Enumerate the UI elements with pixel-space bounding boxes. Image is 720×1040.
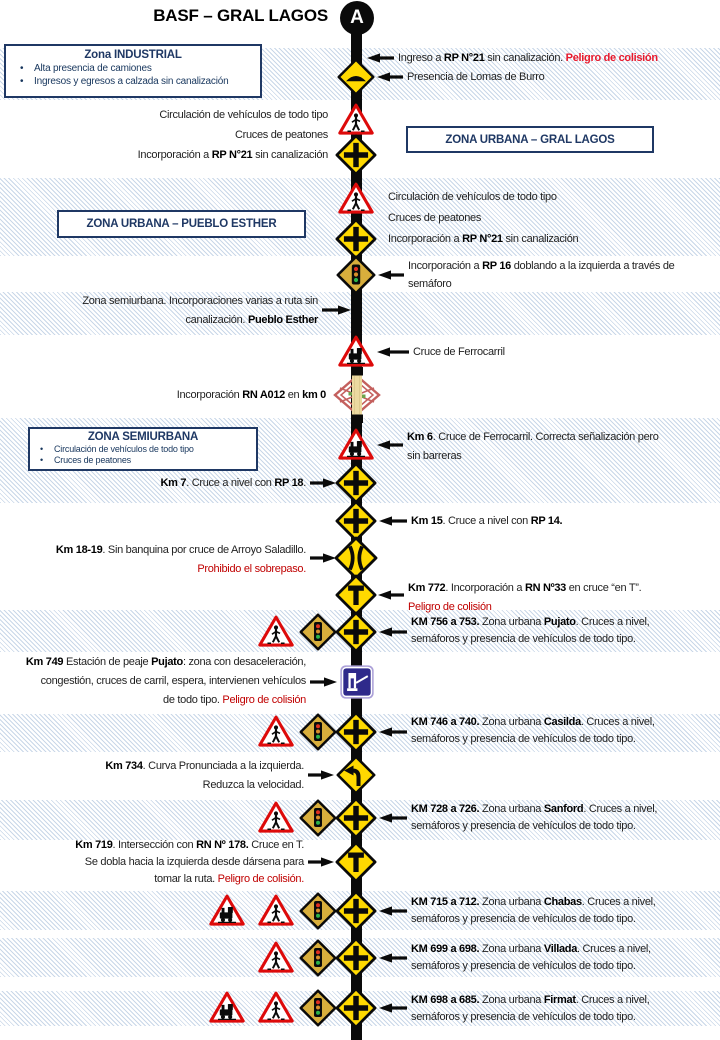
text-segment: RP N°21 — [443, 52, 485, 64]
annotation-line — [56, 541, 306, 560]
pedestrian-crossing-sign-icon — [338, 181, 374, 217]
text-segment: Firmat — [543, 994, 576, 1006]
toll-booth-icon — [339, 664, 375, 700]
t-junction-sign-icon — [335, 574, 377, 616]
text-segment: . Curva Pronunciada a la izquierda. — [142, 760, 304, 772]
annotation-line — [75, 837, 304, 854]
traffic-light-sign-icon — [336, 255, 376, 295]
crossroads-sign-icon — [335, 797, 377, 839]
text-segment: Cruce en T. — [248, 839, 304, 851]
text-segment: Zona urbana — [479, 943, 544, 955]
text-segment: sin canalización — [252, 149, 328, 161]
text-segment: . — [303, 477, 306, 489]
text-segment: Cruces de peatones — [234, 129, 328, 141]
pointer-arrow — [378, 269, 404, 281]
annotation-text — [411, 714, 655, 748]
zone-box-title: ZONA SEMIURBANA — [87, 431, 199, 443]
page-title: BASF – GRAL LAGOS — [153, 6, 328, 25]
zone-box-bullet — [6, 63, 260, 74]
annotation-line — [388, 187, 578, 208]
pedestrian-crossing-sign-icon — [258, 800, 294, 836]
text-segment: Km 7 — [160, 477, 187, 489]
pointer-arrow — [378, 589, 404, 601]
pointer-arrow — [379, 726, 407, 738]
annotation-text — [26, 653, 306, 710]
railroad-crossing-sign-icon — [338, 427, 374, 463]
annotation-line — [26, 672, 306, 691]
annotation-text — [105, 757, 304, 795]
text-segment: . Cruces a nivel, — [581, 896, 656, 908]
text-segment: doblando a la izquierda a través de — [510, 260, 675, 272]
text-segment: semáforos y presencia de vehículos de todo tipo. — [411, 1011, 636, 1023]
text-segment: sin barreras — [407, 450, 462, 462]
annotation-text — [413, 346, 505, 359]
text-segment: . Cruce a nivel con — [186, 477, 275, 489]
railroad-crossing-sign-icon — [209, 990, 245, 1026]
traffic-light-sign-icon — [299, 892, 337, 930]
text-segment: Incorporación a — [137, 149, 212, 161]
zone-box-zona-industrial — [4, 44, 262, 98]
pointer-arrow — [308, 856, 334, 868]
text-segment: . Intersección con — [112, 839, 197, 851]
text-segment: Estación de peaje — [63, 656, 152, 668]
text-segment: semáforos y presencia de vehículos de todo tipo. — [411, 733, 636, 745]
pointer-arrow — [322, 304, 351, 316]
bullet-dot: • — [20, 76, 24, 87]
annotation-text — [411, 941, 651, 975]
pointer-arrow — [377, 346, 409, 358]
text-segment: tomar la ruta. — [154, 873, 218, 885]
text-segment: Km 749 — [25, 656, 64, 668]
traffic-light-sign-icon — [299, 613, 337, 651]
crossroads-sign-icon — [335, 611, 377, 653]
annotation-line — [138, 105, 328, 125]
annotation-text — [407, 428, 659, 466]
text-segment: RP 16 — [482, 260, 511, 272]
text-segment: KM 728 a 726. — [411, 803, 480, 815]
text-segment: Zona semiurbana. Incorporaciones varias a ruta sin — [82, 295, 318, 307]
annotation-text — [82, 292, 318, 330]
text-segment: en cruce “en T”. — [565, 582, 642, 594]
text-segment: RP 18 — [274, 477, 304, 489]
pointer-arrow — [379, 905, 407, 917]
zone-box-zona-urbana-pueblo-esther — [57, 210, 306, 238]
annotation-text — [398, 52, 658, 65]
annotation-text — [411, 515, 562, 528]
pedestrian-crossing-sign-icon — [338, 102, 374, 138]
zone-box-bullet-text: Ingresos y egresos a calzada sin canalización — [34, 76, 229, 87]
pedestrian-crossing-sign-icon — [258, 614, 294, 650]
traffic-light-sign-icon — [299, 713, 337, 751]
text-segment: Circulación de vehículos de todo tipo — [388, 191, 557, 203]
annotation-line — [411, 941, 651, 958]
text-segment: Chabas — [543, 896, 582, 908]
text-segment: Peligro de colisión. — [217, 873, 304, 885]
pointer-arrow — [377, 439, 403, 451]
text-segment: . Sin banquina por cruce de Arroyo Saladillo. — [102, 544, 306, 556]
annotation-text — [411, 801, 657, 835]
pointer-arrow — [379, 515, 407, 527]
zone-box-bullet — [30, 455, 256, 465]
text-segment: Incorporación — [176, 389, 243, 401]
text-segment: KM 699 a 698. — [411, 943, 480, 955]
text-segment: Circulación de vehículos de todo tipo — [159, 109, 328, 121]
zone-box-title: Zona INDUSTRIAL — [84, 49, 182, 61]
text-segment: Km 18-19 — [55, 544, 103, 556]
zone-box-zona-semiurbana — [28, 427, 258, 471]
pedestrian-crossing-sign-icon — [258, 893, 294, 929]
annotation-text — [138, 105, 328, 165]
traffic-light-sign-icon — [299, 989, 337, 1027]
annotation-text — [408, 579, 641, 617]
pedestrian-crossing-sign-icon — [258, 940, 294, 976]
traffic-light-sign-icon — [299, 939, 337, 977]
text-segment: km 0 — [302, 389, 326, 401]
text-segment: RN Nº 178. — [196, 839, 249, 851]
text-segment: . Cruces a nivel, — [583, 803, 658, 815]
text-segment: Ingreso a — [398, 52, 444, 64]
crossroads-sign-icon — [335, 937, 377, 979]
crossroads-sign-icon — [335, 987, 377, 1029]
annotation-line — [105, 776, 304, 795]
text-segment: Sanford — [543, 803, 584, 815]
annotation-text — [161, 477, 307, 490]
annotation-line — [411, 631, 649, 648]
crossroads-sign-icon — [335, 134, 377, 176]
annotation-line — [398, 52, 658, 65]
text-segment: de todo tipo. — [163, 694, 223, 706]
crossroads-sign-icon — [335, 711, 377, 753]
annotation-line — [161, 477, 307, 490]
annotation-line — [411, 614, 649, 631]
text-segment: semáforos y presencia de vehículos de todo tipo. — [411, 913, 636, 925]
annotation-line — [138, 145, 328, 165]
text-segment: Peligro de colisión — [222, 694, 306, 706]
pointer-arrow — [379, 952, 407, 964]
annotation-line — [177, 389, 326, 402]
text-segment: Villada — [543, 943, 578, 955]
text-segment: : zona con desaceleración, — [182, 656, 306, 668]
annotation-line — [75, 854, 304, 871]
text-segment: RP 14. — [530, 515, 563, 527]
pointer-arrow — [379, 812, 407, 824]
annotation-line — [408, 257, 674, 275]
zone-box-zona-urbana-gral-lagos — [406, 126, 654, 153]
text-segment: . Cruce de Ferrocarril. Correcta señalización pero — [432, 431, 659, 443]
t-junction-sign-icon — [335, 841, 377, 883]
text-segment: Pujato — [543, 616, 576, 628]
annotation-text — [407, 71, 544, 84]
annotation-line — [75, 871, 304, 888]
annotation-text — [177, 389, 326, 402]
bullet-dot: • — [40, 455, 43, 465]
annotation-line — [407, 428, 659, 447]
text-segment: Incorporación a — [388, 233, 463, 245]
annotation-text — [56, 541, 306, 579]
annotation-line — [411, 911, 656, 928]
zone-box-bullet-text: Circulación de vehículos de todo tipo — [54, 444, 194, 454]
text-segment: Presencia de Lomas de Burro — [407, 71, 545, 83]
zone-box-title: ZONA URBANA – GRAL LAGOS — [445, 133, 615, 146]
annotation-line — [411, 818, 657, 835]
annotation-line — [411, 894, 656, 911]
text-segment: Zona urbana — [479, 803, 544, 815]
text-segment: congestión, cruces de carril, espera, intervienen vehículos — [40, 675, 306, 687]
highway-interchange-icon — [332, 367, 382, 423]
text-segment: canalización. — [185, 314, 248, 326]
zone-box-bullet-text: Alta presencia de camiones — [34, 63, 152, 74]
bullet-dot: • — [40, 444, 43, 454]
text-segment: KM 715 a 712. — [411, 896, 480, 908]
text-segment: KM 756 a 753. — [411, 616, 480, 628]
text-segment: Zona urbana — [479, 616, 544, 628]
text-segment: sin canalización. — [484, 52, 566, 64]
text-segment: en — [284, 389, 303, 401]
text-segment: Peligro de colisión — [408, 601, 492, 613]
text-segment: Prohibido el sobrepaso. — [197, 563, 306, 575]
annotation-line — [82, 292, 318, 311]
text-segment: KM 698 a 685. — [411, 994, 480, 1006]
zone-box-title: ZONA URBANA – PUEBLO ESTHER — [86, 218, 277, 230]
crossroads-sign-icon — [335, 218, 377, 260]
text-segment: . Cruces a nivel, — [577, 943, 651, 955]
start-marker: A — [340, 1, 374, 35]
pointer-arrow — [310, 477, 336, 489]
text-segment: . Cruces a nivel, — [580, 716, 655, 728]
pointer-arrow — [310, 552, 336, 564]
annotation-text — [408, 257, 674, 293]
text-segment: semáforos y presencia de vehículos de todo tipo. — [411, 633, 636, 645]
railroad-crossing-sign-icon — [338, 334, 374, 370]
pointer-arrow — [379, 1002, 407, 1014]
annotation-line — [411, 801, 657, 818]
text-segment: . Cruces a nivel, — [575, 616, 650, 628]
text-segment: Casilda — [543, 716, 581, 728]
text-segment: Cruce de Ferrocarril — [413, 346, 505, 358]
text-segment: Km 719 — [75, 839, 113, 851]
annotation-line — [138, 125, 328, 145]
text-segment: Zona urbana — [479, 994, 544, 1006]
annotation-line — [411, 714, 655, 731]
annotation-line — [411, 1009, 649, 1026]
text-segment: sin canalización — [502, 233, 579, 245]
annotation-line — [411, 731, 655, 748]
annotation-line — [408, 275, 674, 293]
annotation-text — [411, 992, 649, 1026]
pointer-arrow — [379, 626, 407, 638]
annotation-line — [411, 958, 651, 975]
annotation-line — [407, 71, 544, 84]
text-segment: Zona urbana — [479, 716, 544, 728]
annotation-line — [413, 346, 505, 359]
text-segment: semáforos y presencia de vehículos de todo tipo. — [411, 960, 636, 972]
pedestrian-crossing-sign-icon — [258, 714, 294, 750]
annotation-text — [75, 837, 304, 888]
annotation-line — [82, 311, 318, 330]
text-segment: RP N°21 — [462, 233, 503, 245]
zone-box-bullet — [6, 76, 260, 87]
text-segment: RP N°21 — [211, 149, 253, 161]
text-segment: . Cruce a nivel con — [442, 515, 531, 527]
annotation-text — [388, 187, 578, 250]
annotation-line — [26, 691, 306, 710]
text-segment: semáforos y presencia de vehículos de todo tipo. — [411, 820, 636, 832]
pointer-arrow — [310, 676, 337, 688]
annotation-text — [411, 614, 649, 648]
text-segment: Km 772 — [408, 582, 446, 594]
bullet-dot: • — [20, 63, 24, 74]
text-segment: Km 734 — [105, 760, 143, 772]
text-segment: Reduzca la velocidad. — [202, 779, 304, 791]
text-segment: Km 15 — [411, 515, 443, 527]
annotation-text — [411, 894, 656, 928]
text-segment: Peligro de colisión — [565, 52, 658, 64]
annotation-line — [105, 757, 304, 776]
text-segment: Incorporación a — [408, 260, 483, 272]
annotation-line — [411, 515, 562, 528]
text-segment: RN A012 — [242, 389, 285, 401]
text-segment: Se dobla hacia la izquierda desde dársena para — [84, 856, 304, 868]
crossroads-sign-icon — [335, 890, 377, 932]
annotation-line — [388, 229, 578, 250]
text-segment: semáforo — [408, 278, 452, 290]
text-segment: Km 6 — [407, 431, 433, 443]
zone-box-bullet-text: Cruces de peatones — [54, 455, 131, 465]
speed-bump-sign-icon — [337, 58, 375, 96]
text-segment: Pujato — [151, 656, 183, 668]
annotation-line — [407, 447, 659, 466]
zone-box-bullet — [30, 444, 256, 454]
text-segment: Cruces de peatones — [388, 212, 482, 224]
text-segment: RN Nº33 — [524, 582, 566, 594]
annotation-line — [388, 208, 578, 229]
annotation-line — [408, 579, 641, 598]
left-curve-sign-icon — [336, 755, 376, 795]
text-segment: Zona urbana — [479, 896, 544, 908]
annotation-line — [411, 992, 649, 1009]
annotation-line — [56, 560, 306, 579]
annotation-line — [26, 653, 306, 672]
text-segment: . Incorporación a — [445, 582, 525, 594]
text-segment: KM 746 a 740. — [411, 716, 480, 728]
railroad-crossing-sign-icon — [209, 893, 245, 929]
pointer-arrow — [308, 769, 334, 781]
text-segment: Pueblo Esther — [247, 314, 318, 326]
pedestrian-crossing-sign-icon — [258, 990, 294, 1026]
pointer-arrow — [377, 71, 403, 83]
crossroads-sign-icon — [335, 462, 377, 504]
text-segment: . Cruces a nivel, — [575, 994, 650, 1006]
traffic-light-sign-icon — [299, 799, 337, 837]
